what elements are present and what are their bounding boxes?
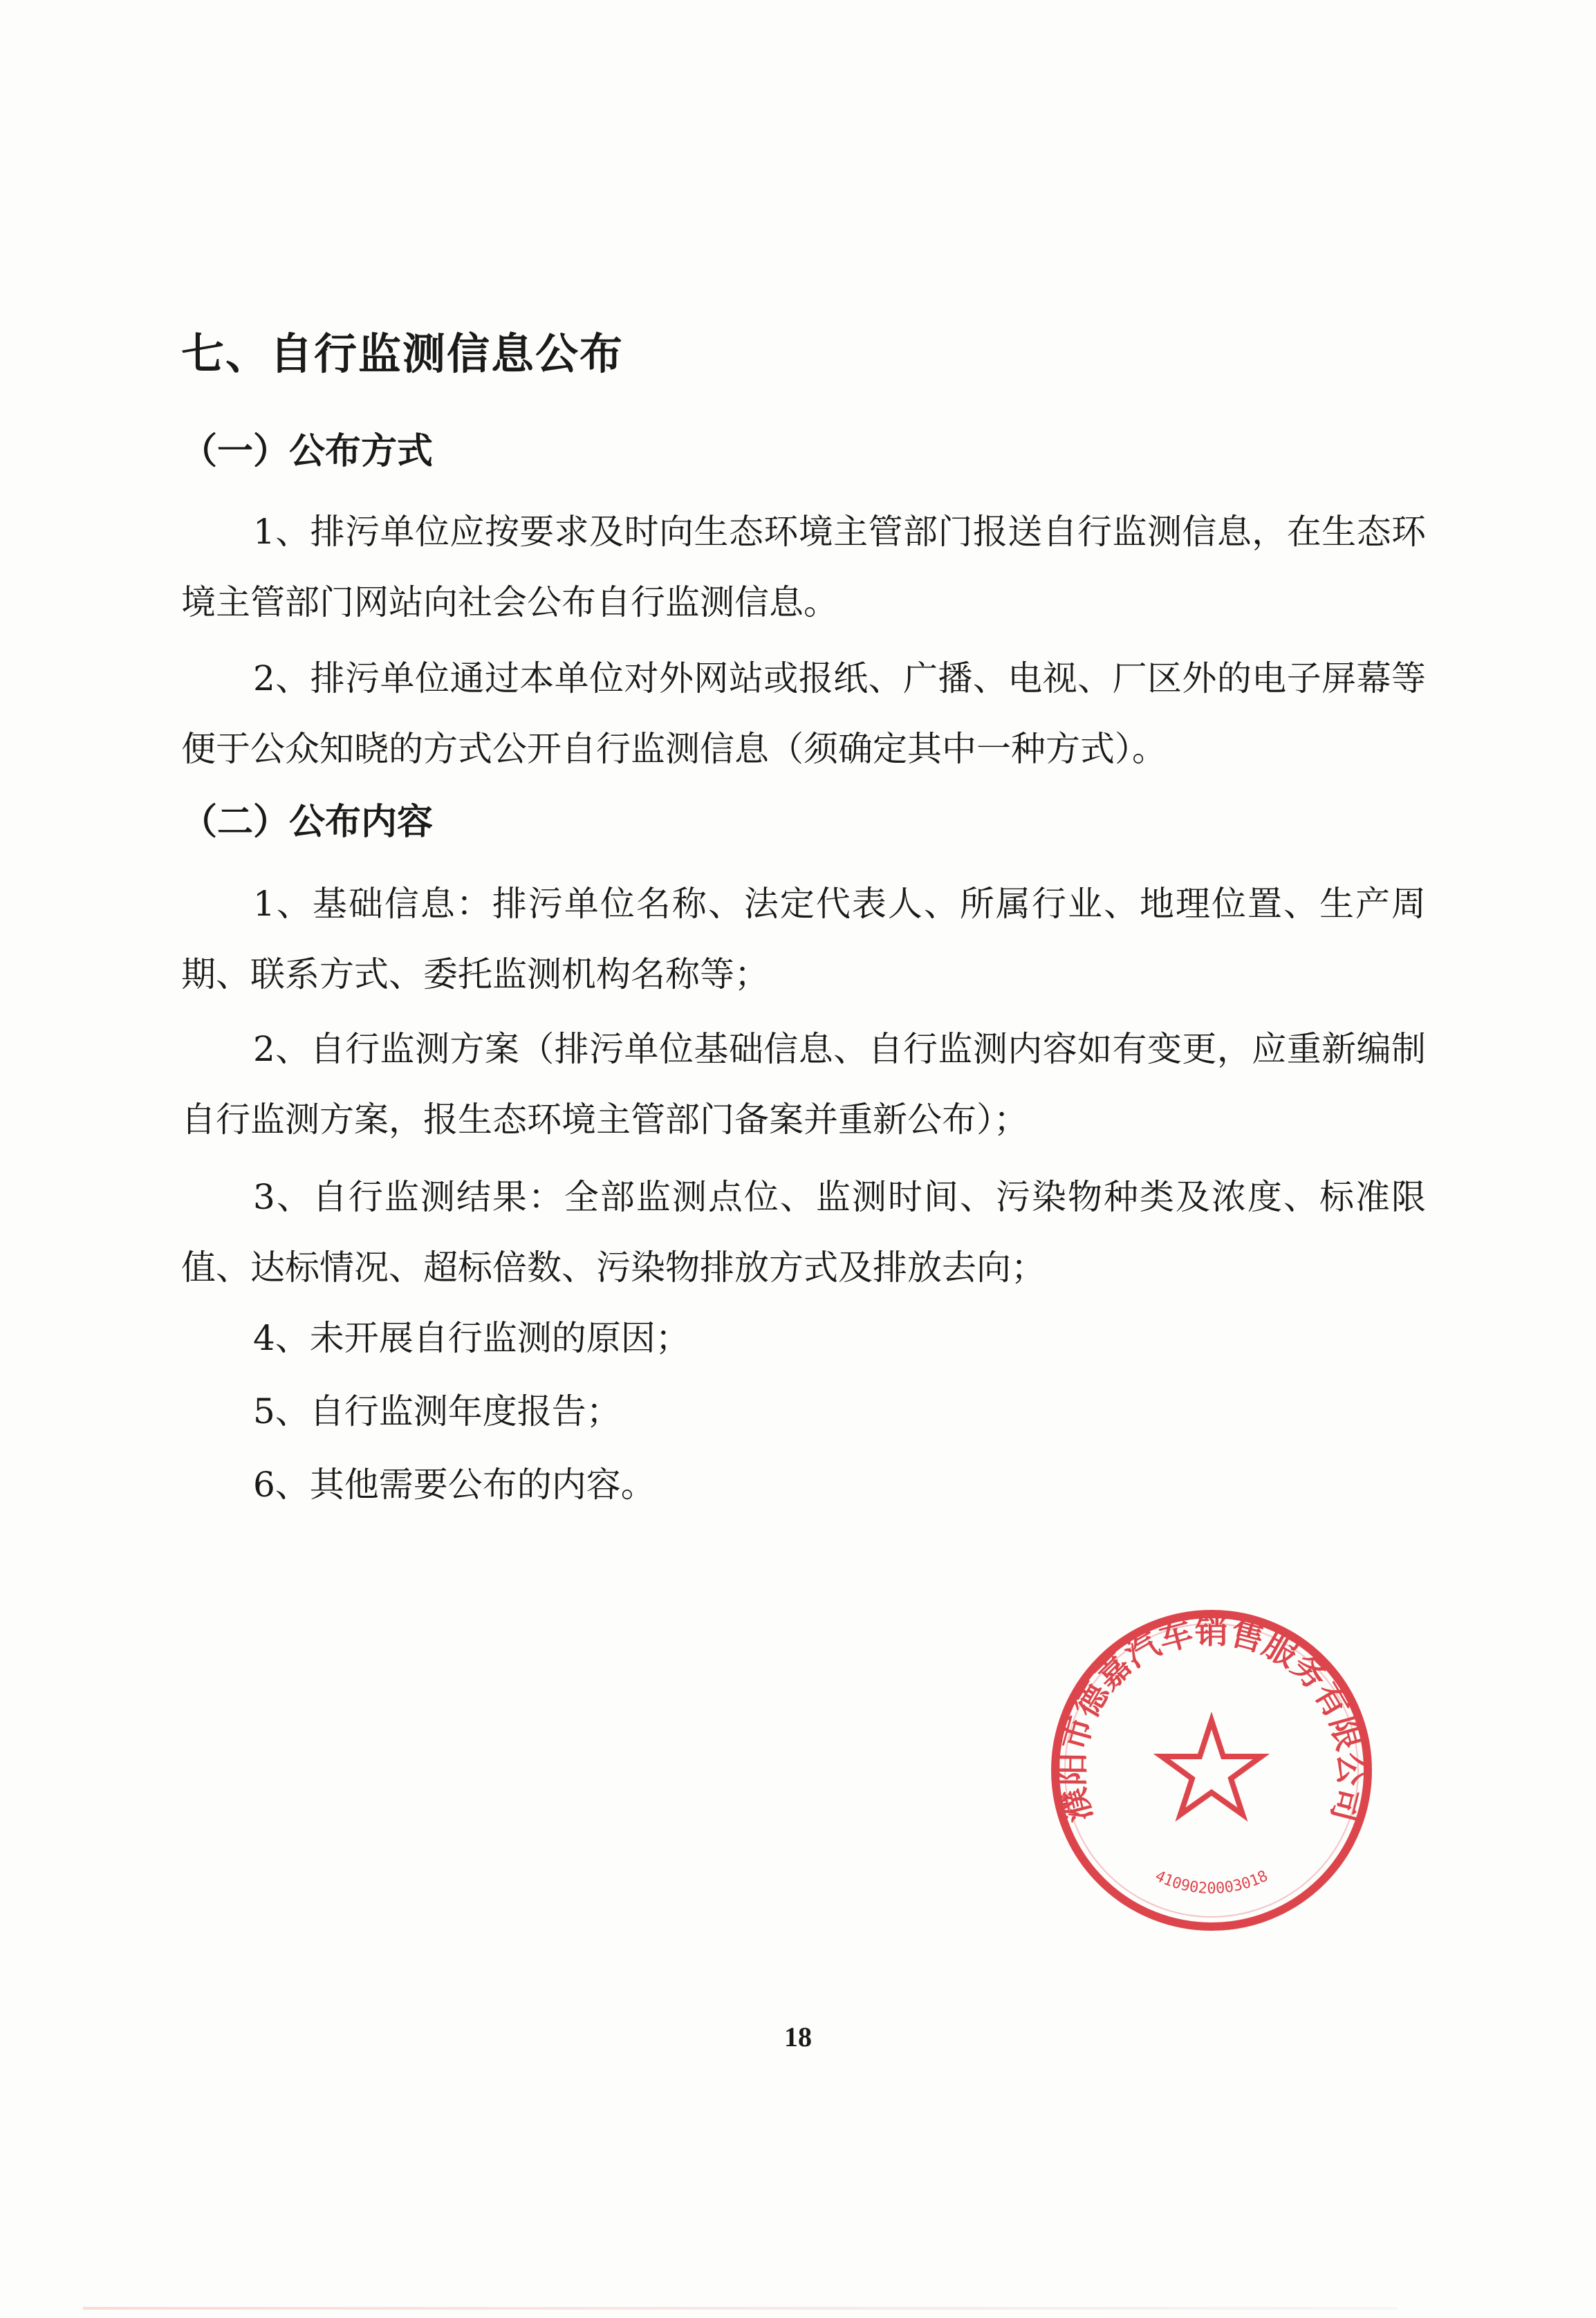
paragraph-monitoring-plan: 2、自行监测方案（排污单位基础信息、自行监测内容如有变更，应重新编制自行监测方案，报生态环境主管部门备案并重新公布）； [181, 1029, 1426, 1140]
paragraph-basic-info: 1、基础信息：排污单位名称、法定代表人、所属行业、地理位置、生产周期、联系方式、委托监测机构名称等； [181, 884, 1426, 994]
scan-edge-artifact [83, 2307, 1397, 2310]
list-item-unmonitored-reason: 4、未开展自行监测的原因； [253, 1318, 690, 1358]
subsection-heading-publish-content: （二）公布内容 [181, 801, 434, 843]
seal-star-icon [1162, 1721, 1261, 1815]
section-title: 七、自行监测信息公布 [181, 328, 624, 379]
seal-company-name: 濮阳市德嘉汽车销售服务有限公司 [1052, 1612, 1371, 1826]
paragraph-public-disclosure: 2、排污单位通过本单位对外网站或报纸、广播、电视、厂区外的电子屏幕等便于公众知晓的方式公开自行监测信息（须确定其中一种方式）。 [181, 658, 1426, 769]
list-item-other-content: 6、其他需要公布的内容。 [253, 1465, 656, 1505]
paragraph-report-to-authority: 1、排污单位应按要求及时向生态环境主管部门报送自行监测信息，在生态环境主管部门网站向社会公布自行监测信息。 [181, 512, 1426, 622]
page-number: 18 [784, 2021, 812, 2052]
list-item-annual-report: 5、自行监测年度报告； [253, 1391, 621, 1431]
subsection-heading-publish-method: （一）公布方式 [181, 431, 434, 472]
seal-code: 4109020003018 [1152, 1867, 1271, 1898]
company-seal-icon [1046, 1604, 1377, 1936]
paragraph-monitoring-results: 3、自行监测结果：全部监测点位、监测时间、污染物种类及浓度、标准限值、达标情况、超标倍数、污染物排放方式及排放去向； [181, 1177, 1426, 1288]
